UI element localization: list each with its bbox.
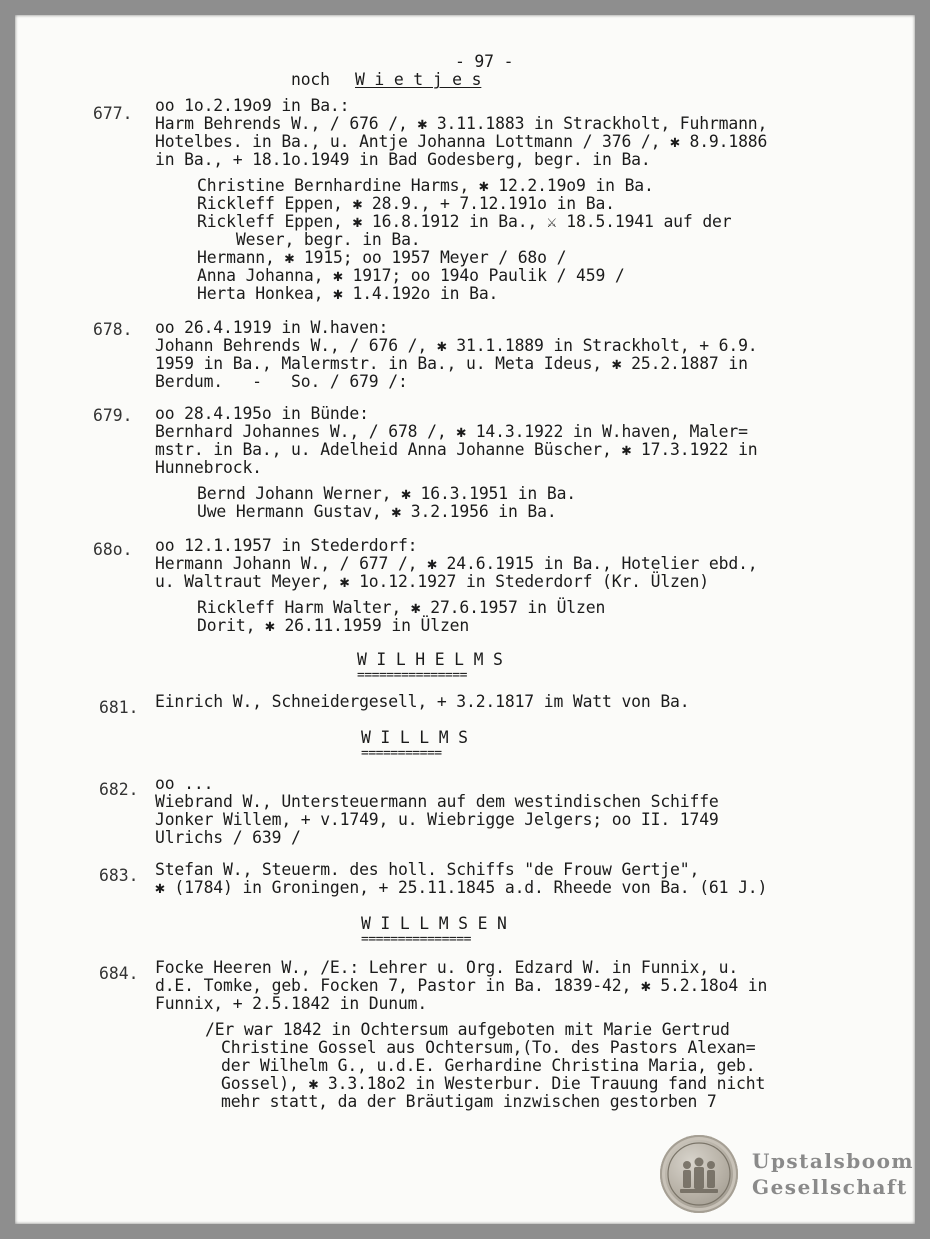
entry-line: Stefan W., Steuerm. des holl. Schiffs "de Frouw Gertje",	[155, 860, 700, 879]
child-line: Herta Honkea, ✱ 1.4.192o in Ba.	[197, 284, 499, 303]
entry-line: Wiebrand W., Untersteuermann auf dem westindischen Schiffe	[155, 792, 719, 811]
entry-line: d.E. Tomke, geb. Focken 7, Pastor in Ba. 1839-42, ✱ 5.2.18o4 in	[155, 976, 768, 995]
entry-line: Berdum. - So. / 679 /:	[155, 372, 408, 391]
note-line: mehr statt, da der Bräutigam inzwischen gestorben 7	[221, 1092, 717, 1111]
child-line: Bernd Johann Werner, ✱ 16.3.1951 in Ba.	[197, 484, 577, 503]
upstalsboom-logo	[660, 1135, 915, 1215]
section-heading-underline: ===============	[357, 668, 467, 683]
section-heading: W I L H E L M S	[357, 650, 503, 669]
logo-text-line1: Upstalsboom	[752, 1149, 915, 1173]
entry-line: Johann Behrends W., / 676 /, ✱ 31.1.1889 in Strackholt, + 6.9.	[155, 336, 758, 355]
page-number: - 97 -	[455, 52, 514, 71]
entry-line: Hotelbes. in Ba., u. Antje Johanna Lottmann / 376 /, ✱ 8.9.1886	[155, 132, 768, 151]
entry-number: 677.	[93, 104, 133, 123]
logo-text-line2: Gesellschaft	[752, 1175, 908, 1199]
entry-line: Einrich W., Schneidergesell, + 3.2.1817 im Watt von Ba.	[155, 692, 690, 711]
entry-line: Bernhard Johannes W., / 678 /, ✱ 14.3.1922 in W.haven, Maler=	[155, 422, 748, 441]
entry-line: u. Waltraut Meyer, ✱ 1o.12.1927 in Stederdorf (Kr. Ülzen)	[155, 572, 709, 591]
child-line: Weser, begr. in Ba.	[197, 230, 421, 249]
section-heading: W I L L M S E N	[361, 914, 507, 933]
note-line: Christine Gossel aus Ochtersum,(To. des Pastors Alexan=	[221, 1038, 756, 1057]
child-line: Christine Bernhardine Harms, ✱ 12.2.19o9 in Ba.	[197, 176, 654, 195]
entry-line: mstr. in Ba., u. Adelheid Anna Johanne Büscher, ✱ 17.3.1922 in	[155, 440, 758, 459]
entry-line: Harm Behrends W., / 676 /, ✱ 3.11.1883 in Strackholt, Fuhrmann,	[155, 114, 768, 133]
child-line: Anna Johanna, ✱ 1917; oo 194o Paulik / 459 /	[197, 266, 625, 285]
child-line: Dorit, ✱ 26.11.1959 in Ülzen	[197, 616, 470, 635]
entry-line: oo 26.4.1919 in W.haven:	[155, 318, 389, 337]
child-line: Uwe Hermann Gustav, ✱ 3.2.1956 in Ba.	[197, 502, 557, 521]
entry-number: 683.	[99, 866, 139, 885]
entry-line: oo 28.4.195o in Bünde:	[155, 404, 369, 423]
entry-number: 678.	[93, 320, 133, 339]
child-line: Hermann, ✱ 1915; oo 1957 Meyer / 68o /	[197, 248, 567, 267]
entry-line: Hermann Johann W., / 677 /, ✱ 24.6.1915 in Ba., Hotelier ebd.,	[155, 554, 758, 573]
entry-line: ✱ (1784) in Groningen, + 25.11.1845 a.d. Rheede von Ba. (61 J.)	[155, 878, 768, 897]
entry-line: Funnix, + 2.5.1842 in Dunum.	[155, 994, 428, 1013]
note-line: Gossel), ✱ 3.3.18o2 in Westerbur. Die Trauung fand nicht	[221, 1074, 766, 1093]
entry-line: Hunnebrock.	[155, 458, 262, 477]
entry-line: in Ba., + 18.1o.1949 in Bad Godesberg, begr. in Ba.	[155, 150, 651, 169]
entry-number: 682.	[99, 780, 139, 799]
section-heading: W I L L M S	[361, 728, 468, 747]
entry-number: 68o.	[93, 540, 133, 559]
child-line: Rickleff Eppen, ✱ 28.9., + 7.12.191o in Ba.	[197, 194, 615, 213]
entry-line: 1959 in Ba., Malermstr. in Ba., u. Meta Ideus, ✱ 25.2.1887 in	[155, 354, 748, 373]
entry-line: Focke Heeren W., /E.: Lehrer u. Org. Edzard W. in Funnix, u.	[155, 958, 739, 977]
document-page	[15, 15, 915, 1224]
section-heading-underline: ===============	[361, 932, 471, 947]
entry-number: 681.	[99, 698, 139, 717]
entry-line: oo ...	[155, 774, 214, 793]
child-line: Rickleff Harm Walter, ✱ 27.6.1957 in Ülzen	[197, 598, 606, 617]
entry-number: 684.	[99, 964, 139, 983]
entry-line: Ulrichs / 639 /	[155, 828, 301, 847]
entry-line: oo 1o.2.19o9 in Ba.:	[155, 96, 350, 115]
section-heading-underline: ===========	[361, 746, 442, 761]
child-line: Rickleff Eppen, ✱ 16.8.1912 in Ba., ⚔ 18.5.1941 auf der	[197, 212, 732, 231]
note-line: /Er war 1842 in Ochtersum aufgeboten mit Marie Gertrud	[205, 1020, 730, 1039]
seal-icon	[660, 1135, 738, 1213]
continuation-name: W i e t j e s	[355, 70, 482, 89]
entry-line: Jonker Willem, + v.1749, u. Wiebrigge Jelgers; oo II. 1749	[155, 810, 719, 829]
entry-line: oo 12.1.1957 in Stederdorf:	[155, 536, 418, 555]
note-line: der Wilhelm G., u.d.E. Gerhardine Christina Maria, geb.	[221, 1056, 756, 1075]
continuation-prefix: noch	[291, 70, 330, 89]
entry-number: 679.	[93, 406, 133, 425]
